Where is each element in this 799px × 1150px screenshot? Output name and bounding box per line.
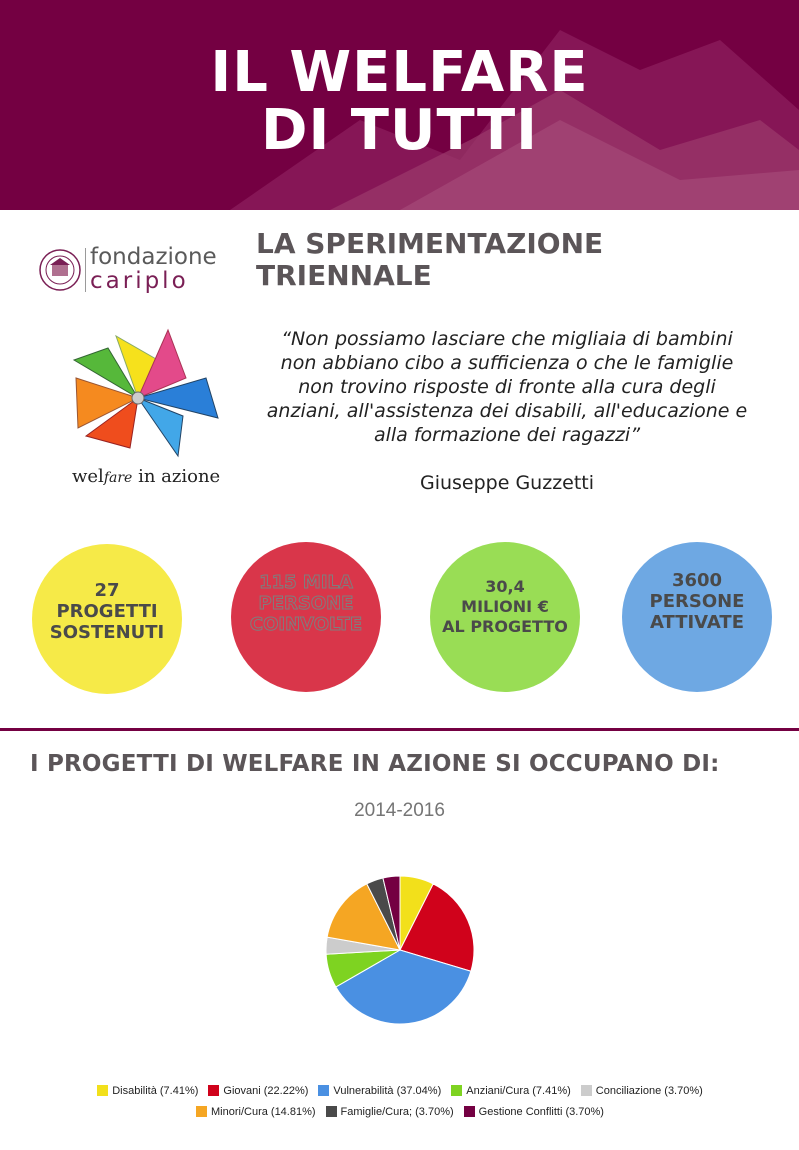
legend-label: Giovani (22.22%) <box>223 1084 309 1097</box>
logo-word-wel: wel <box>72 466 104 487</box>
legend-item <box>451 1085 571 1097</box>
chart-legend <box>40 1080 760 1122</box>
logo-line2: cariplo <box>90 268 189 294</box>
stat-line: ATTIVATE <box>649 612 745 633</box>
legend-label: Anziani/Cura (7.41%) <box>466 1084 571 1097</box>
legend-swatch <box>464 1106 475 1117</box>
legend-item <box>97 1085 198 1097</box>
logo-divider <box>85 248 86 292</box>
fondazione-cariplo-logo <box>38 242 238 298</box>
legend-label: Conciliazione (3.70%) <box>595 1084 703 1097</box>
legend-row <box>40 1080 760 1101</box>
legend-item <box>326 1106 454 1118</box>
legend-item <box>464 1106 604 1118</box>
stat-line: PROGETTI <box>56 601 158 622</box>
stat-line: AL PROGETTO <box>442 617 568 636</box>
welfare-in-azione-logo-text <box>72 466 222 487</box>
logo-line1: fondazione <box>90 244 217 270</box>
stat-line: SOSTENUTI <box>49 622 165 643</box>
page-title-line2: DI TUTTI <box>260 98 538 163</box>
page-title-line1: IL WELFARE <box>210 40 589 105</box>
section-divider <box>0 728 799 731</box>
legend-swatch <box>581 1085 592 1096</box>
legend-label: Vulnerabilità (37.04%) <box>333 1084 442 1097</box>
projects-heading: I PROGETTI DI WELFARE IN AZIONE SI OCCUPANO DI: <box>30 751 720 777</box>
quote-text: “Non possiamo lasciare che migliaia di bambini non abbiano cibo a sufficienza o che le famiglie non trovino risposte di fronte alla cura degli anziani, all'assistenza dei disabili, all'educazione e alla formazione dei ragazzi” <box>266 328 748 446</box>
section-title-line1: LA SPERIMENTAZIONE <box>256 227 604 260</box>
legend-item <box>581 1085 703 1097</box>
stat-label <box>622 570 772 633</box>
stat-line: PERSONE <box>649 591 745 612</box>
legend-label: Disabilità (7.41%) <box>112 1084 199 1097</box>
legend-label: Famiglie/Cura; (3.70%) <box>340 1105 454 1118</box>
legend-item <box>208 1085 308 1097</box>
stat-label <box>32 580 182 643</box>
seal-icon <box>38 248 82 292</box>
stat-line: COINVOLTE <box>249 614 363 635</box>
legend-swatch <box>318 1085 329 1096</box>
section-title-line2: TRIENNALE <box>256 259 432 292</box>
stat-line: 3600 <box>671 570 723 591</box>
legend-swatch <box>208 1085 219 1096</box>
stat-circle-milioni <box>430 542 580 692</box>
stat-line: 115 MILA <box>259 572 353 593</box>
stat-label <box>430 577 580 637</box>
page-title <box>0 40 799 163</box>
pinwheel-icon <box>68 318 238 458</box>
legend-item <box>196 1106 316 1118</box>
legend-swatch <box>326 1106 337 1117</box>
legend-label: Minori/Cura (14.81%) <box>211 1105 316 1118</box>
stat-circle-progetti <box>32 544 182 694</box>
stat-line: MILIONI € <box>461 597 549 616</box>
quote-author: Giuseppe Guzzetti <box>419 472 595 494</box>
pie-chart <box>300 850 500 1050</box>
stat-line: 30,4 <box>485 577 525 596</box>
logo-word-fare: fare <box>103 470 133 486</box>
legend-row <box>40 1101 760 1122</box>
section-title <box>256 228 736 292</box>
stat-line: 27 <box>94 580 120 601</box>
stat-circle-persone-attivate <box>622 542 772 692</box>
header-banner <box>0 0 799 210</box>
chart-title: 2014-2016 <box>354 800 445 821</box>
stat-label <box>231 572 381 635</box>
stat-circle-persone-coinvolte <box>231 542 381 692</box>
legend-label: Gestione Conflitti (3.70%) <box>478 1105 604 1118</box>
legend-swatch <box>97 1085 108 1096</box>
logo-word-in-azione: in azione <box>132 466 221 487</box>
legend-swatch <box>196 1106 207 1117</box>
legend-item <box>318 1085 441 1097</box>
stat-line: PERSONE <box>258 593 354 614</box>
legend-swatch <box>451 1085 462 1096</box>
